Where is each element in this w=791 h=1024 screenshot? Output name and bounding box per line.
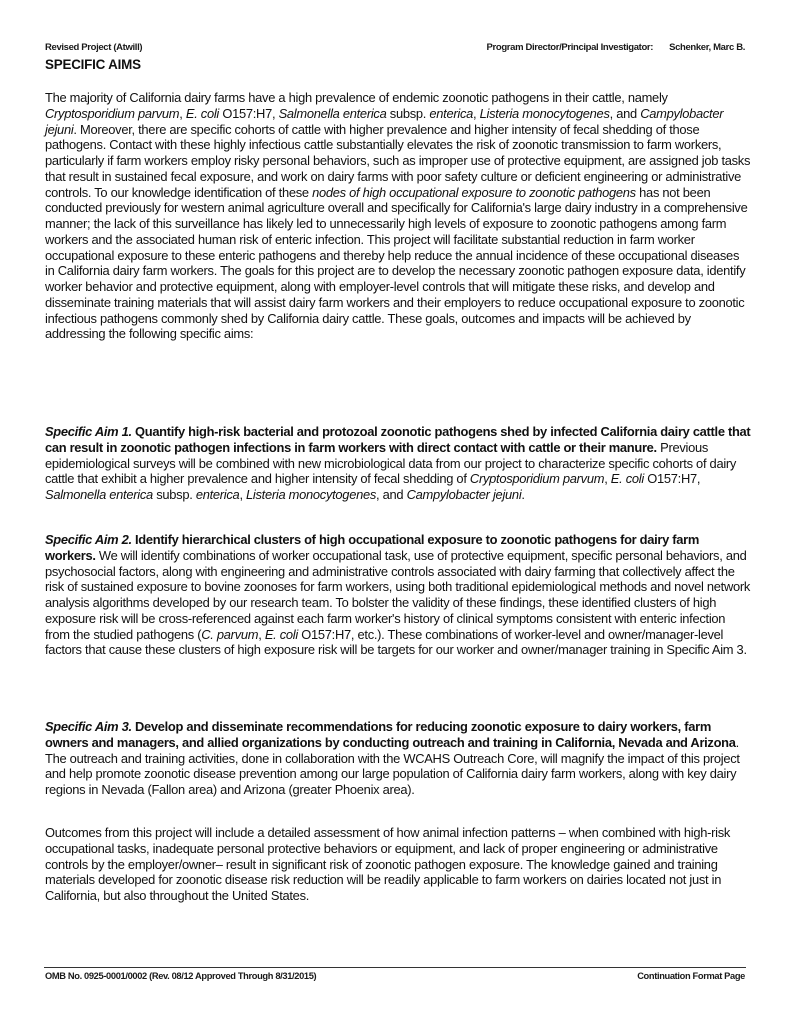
section-title: SPECIFIC AIMS xyxy=(45,57,141,72)
specific-aim-1: Specific Aim 1. Quantify high-risk bacterial and protozoal zoonotic pathogens shed by infected California dairy cattle that can result in zoonotic pathogen infections in farm workers with direct contact with cattle or their manure. Previous epidemiological surveys will be combined with new microbiological data from our project to characterize specific cohorts of dairy cattle that exhibit a higher prevalence and higher intensity of fecal shedding of Cryptosporidium parvum, E. coli O157:H7, Salmonella enterica subsp. enterica, Listeria monocytogenes, and Campylobacter jejuni. xyxy=(45,424,751,502)
header-pi-name: Schenker, Marc B. xyxy=(669,42,745,53)
outcomes-paragraph: Outcomes from this project will include a detailed assessment of how animal infection patterns – when combined with high-risk occupational tasks, inadequate personal protective behaviors or equipment, and lack of proper engineering or administrative controls by the employer/owner– result in significant risk of zoonotic pathogen exposure. The knowledge gained and training materials developed for zoonotic disease risk reduction will be readily applicable to farm workers on dairies located not just in California, but also throughout the United States. xyxy=(45,825,731,903)
aim-2-label: Specific Aim 2. xyxy=(45,532,132,547)
intro-paragraph: The majority of California dairy farms have a high prevalence of endemic zoonotic pathogens in their cattle, namely Cryptosporidium parvum, E. coli O157:H7, Salmonella enterica subsp. enterica, Listeria monocytogenes, and Campylobacter jejuni. Moreover, there are specific cohorts of cattle with higher prevalence and higher intensity of fecal shedding of those pathogens. Contact with these highly infectious cattle substantially elevates the risk of zoonotic transmission to farm workers, particularly if farm workers employ risky personal behaviors, such as improper use of protective equipment, are assigned job tasks that result in sustained fecal exposure, and work on dairy farms with poor safety culture or deficient engineering or administrative controls. To our knowledge identification of these nodes of high occupational exposure to zoonotic pathogens has not been conducted previously for western animal agriculture overall and specifically for California's large dairy industry in a comprehensive manner; the lack of this surveillance has likely led to unnecessarily high levels of exposure to zoonotic pathogens among farm workers and the associated human risk of enteric infection. This project will facilitate substantial reduction in farm worker occupational exposure to these enteric pathogens and thereby help reduce the annual incidence of these occupational diseases in California dairy farm workers. The goals for this project are to develop the necessary zoonotic pathogen exposure data, identify worker behavior and protective equipment, along with employer-level controls that will mitigate these risks, and develop and disseminate training materials that will assist dairy farm workers and their employers to reduce occupational exposure to zoonotic infectious pathogens commonly shed by California dairy cattle. These goals, outcomes and impacts will be achieved by addressing the following specific aims: xyxy=(45,90,751,342)
aim-2-heading: Identify hierarchical clusters of high occupational exposure to zoonotic pathogens for dairy farm workers. xyxy=(45,532,699,563)
footer-page-type: Continuation Format Page xyxy=(637,971,745,981)
footer-omb-number: OMB No. 0925-0001/0002 (Rev. 08/12 Approved Through 8/31/2015) xyxy=(45,971,317,981)
aim-1-heading: Quantify high-risk bacterial and protozoal zoonotic pathogens shed by infected California dairy cattle that can result in zoonotic pathogen infections in farm workers with direct contact with cattle or their manure. xyxy=(45,424,751,455)
aim-1-label: Specific Aim 1. xyxy=(45,424,132,439)
header-pi-label: Program Director/Principal Investigator: xyxy=(486,42,654,53)
header-pi xyxy=(487,42,745,53)
specific-aim-3: Specific Aim 3. Develop and disseminate recommendations for reducing zoonotic exposure to dairy workers, farm owners and managers, and allied organizations by conducting outreach and training in California, Nevada and Arizona. The outreach and training activities, done in collaboration with the WCAHS Outreach Core, will magnify the impact of this project and help promote zoonotic disease prevention among our large population of California dairy farm workers, along with key dairy regions in Nevada (Fallon area) and Arizona (greater Phoenix area). xyxy=(45,719,740,797)
specific-aim-2: Specific Aim 2. Identify hierarchical clusters of high occupational exposure to zoonotic pathogens for dairy farm workers. We will identify combinations of worker occupational task, use of protective equipment, specific personal behaviors, and psychosocial factors, along with engineering and administrative controls associated with dairy farming that collectively affect the risk of sustained exposure to bovine zoonoses for farm workers, using both traditional epidemiological methods and novel network analysis algorithms developed by our research team. To bolster the validity of these findings, these identified clusters of high exposure risk will be cross-referenced against each farm worker's history of clinical symptoms consistent with enteric infection from the studied pathogens (C. parvum, E. coli O157:H7, etc.). These combinations of worker-level and owner/manager-level factors that cause these clusters of high exposure risk will be targets for our worker and owner/manager training in Specific Aim 3. xyxy=(45,532,751,658)
aim-3-label: Specific Aim 3. xyxy=(45,719,132,734)
aim-3-heading: Develop and disseminate recommendations for reducing zoonotic exposure to dairy workers, farm owners and managers, and allied organizations by conducting outreach and training in California, Nevada and Arizona xyxy=(45,719,736,750)
header-project-label: Revised Project (Atwill) xyxy=(45,42,143,53)
footer-divider xyxy=(44,967,746,969)
